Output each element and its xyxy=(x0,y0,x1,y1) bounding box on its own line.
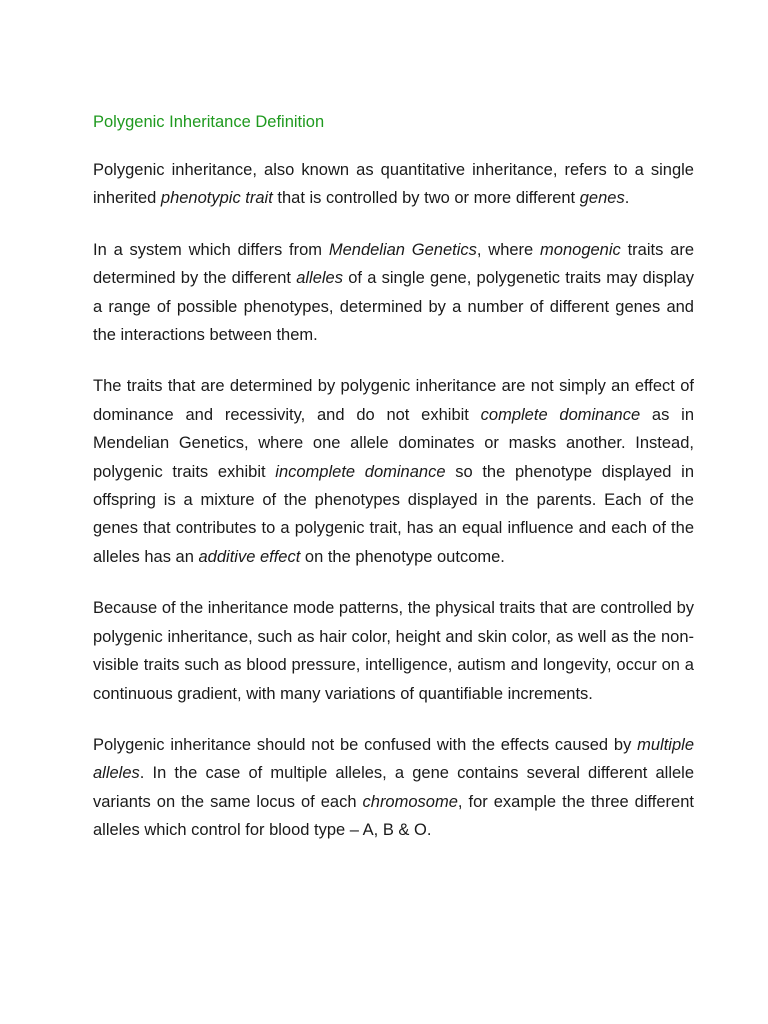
text-run: on the phenotype outcome. xyxy=(300,547,505,566)
text-run: . In the case of multiple alleles, a gene contains several different allele variants on the same locus of each xyxy=(93,764,694,811)
text-run: Polygenic inheritance should not be confused with the effects caused by xyxy=(93,735,638,754)
paragraph xyxy=(93,156,694,213)
text-run: , where xyxy=(476,240,541,259)
paragraph xyxy=(93,594,694,708)
italic-term: alleles xyxy=(296,269,343,288)
italic-term: Mendelian Genetics xyxy=(328,240,477,259)
italic-term: genes xyxy=(579,189,625,208)
paragraph xyxy=(93,236,694,350)
italic-term: additive effect xyxy=(198,547,301,566)
italic-term: chromosome xyxy=(362,792,458,811)
text-run: so the phenotype displayed in offspring is a mixture of the phenotypes displayed in the parents. Each of the genes that contributes to a polygenic trait, has an equal influence and each of the alleles has an xyxy=(93,462,694,566)
italic-term: complete dominance xyxy=(480,405,641,424)
document-body xyxy=(93,156,694,845)
paragraph xyxy=(93,731,694,845)
text-run: of a single gene, polygenetic traits may display a range of possible phenotypes, determined by a number of different genes and the interactions between them. xyxy=(93,269,694,345)
text-run: The traits that are determined by polygenic inheritance are not simply an effect of dominance and recessivity, and do not exhibit xyxy=(93,377,694,424)
italic-term: incomplete dominance xyxy=(275,462,446,481)
paragraph xyxy=(93,372,694,571)
text-run: as in Mendelian Genetics, where one allele dominates or masks another. Instead, polygenic traits exhibit xyxy=(93,405,694,481)
text-run: Because of the inheritance mode patterns, the physical traits that are controlled by polygenic inheritance, such as hair color, height and skin color, as well as the non-visible traits such as blood pressure, intelligence, autism and longevity, occur on a continuous gradient, with many variations of quantifiable increments. xyxy=(93,599,694,703)
text-run: . xyxy=(624,189,630,208)
document-page xyxy=(93,110,694,868)
text-run: traits are determined by the different xyxy=(93,240,694,288)
document-title: Polygenic Inheritance Definition xyxy=(93,113,325,131)
text-run: , for example the three different alleles which control for blood type – A, B & O. xyxy=(93,792,694,840)
italic-term: multiple alleles xyxy=(93,735,694,783)
text-run: Polygenic inheritance, also known as quantitative inheritance, refers to a single inherited xyxy=(93,161,694,208)
italic-term: monogenic xyxy=(540,240,621,259)
text-run: that is controlled by two or more different xyxy=(272,189,580,208)
text-run: In a system which differs from xyxy=(93,240,329,259)
italic-term: phenotypic trait xyxy=(160,189,273,208)
